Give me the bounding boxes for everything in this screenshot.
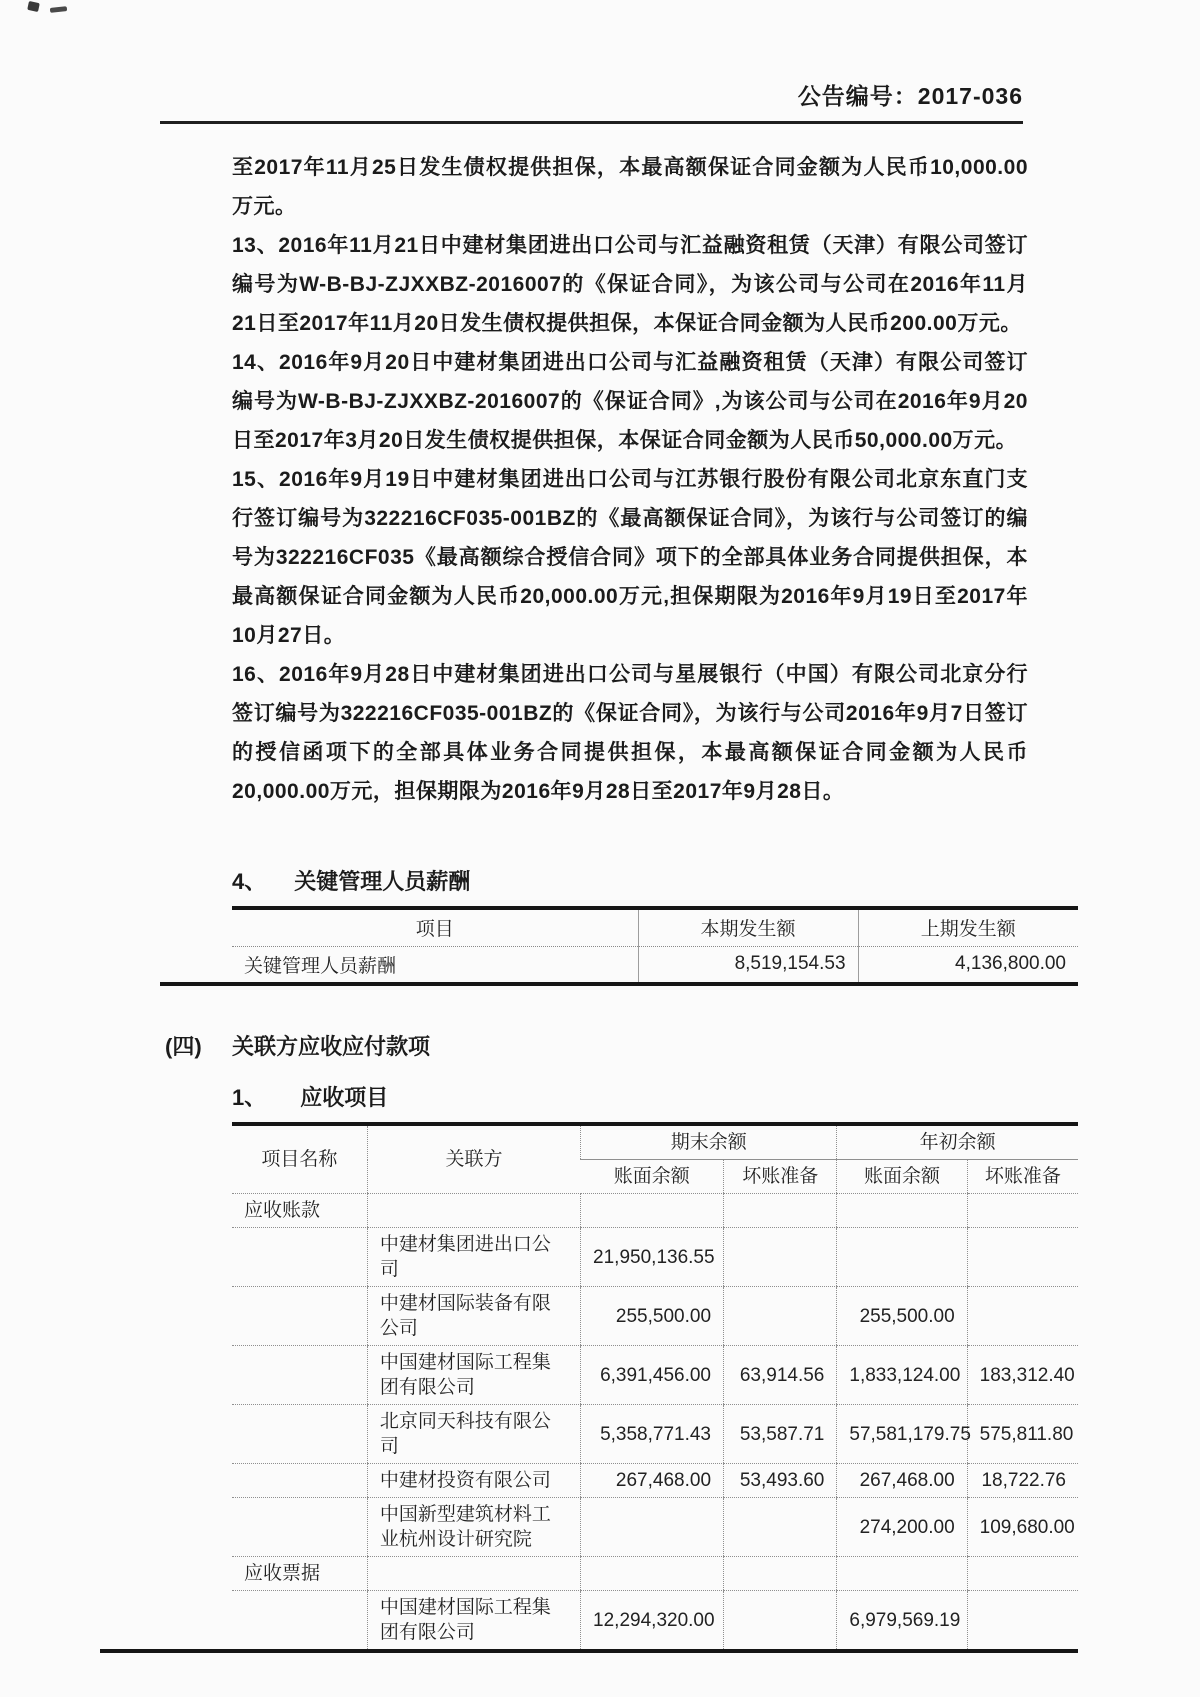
header-cell-beginning-balance: 年初余额 [837, 1124, 1078, 1160]
table-cell-amount [724, 1228, 837, 1287]
table-cell-amount: 18,722.76 [967, 1464, 1078, 1498]
header-cell-ending-balance: 期末余额 [581, 1124, 837, 1160]
table-cell-amount [967, 1228, 1078, 1287]
table-header-row [232, 908, 1078, 946]
table-cell-category [232, 1346, 367, 1405]
subsection-title: 应收项目 [300, 1085, 389, 1110]
header-cell-book-balance: 账面余额 [837, 1160, 967, 1194]
table-cell-amount [967, 1591, 1078, 1652]
table-cell-party: 中建材集团进出口公司 [367, 1228, 580, 1287]
section-title: 关键管理人员薪酬 [294, 869, 471, 894]
table-cell-amount: 255,500.00 [581, 1287, 724, 1346]
table-cell-amount: 575,811.80 [967, 1405, 1078, 1464]
table-cell-amount [967, 1287, 1078, 1346]
section-title: 关联方应收应付款项 [232, 1034, 431, 1059]
section-heading-compensation [232, 865, 1200, 896]
table-cell-party: 中建材国际装备有限公司 [367, 1287, 580, 1346]
table-row [232, 1557, 1078, 1591]
table-cell-category: 应收账款 [232, 1194, 367, 1228]
table-cell-amount: 109,680.00 [967, 1498, 1078, 1557]
table-cell-category [232, 1591, 367, 1652]
table-cell-amount [967, 1557, 1078, 1591]
table-cell-amount: 183,312.40 [967, 1346, 1078, 1405]
table-cell-amount: 6,391,456.00 [581, 1346, 724, 1405]
table-cell-party [367, 1194, 580, 1228]
table-cell-amount [724, 1557, 837, 1591]
table-cell-amount: 8,519,154.53 [638, 946, 858, 984]
table-row [232, 1228, 1078, 1287]
scan-artifact [27, 1, 40, 12]
table-cell-amount: 274,200.00 [837, 1498, 967, 1557]
table-cell-amount [837, 1228, 967, 1287]
paragraph: 14、2016年9月20日中建材集团进出口公司与汇益融资租赁（天津）有限公司签订编号为W-B-BJ-ZJXXBZ-2016007的《保证合同》,为该公司与公司在2016年9月20日至2017年3月20日发生债权提供担保，本保证合同金额为人民币50,000.00万元。 [232, 351, 1028, 452]
table-cell-amount [724, 1287, 837, 1346]
header-cell-book-balance: 账面余额 [581, 1160, 724, 1194]
table-cell-item: 关键管理人员薪酬 [244, 955, 397, 977]
table-row [232, 1405, 1078, 1464]
header-cell-bad-debt: 坏账准备 [967, 1160, 1078, 1194]
compensation-table [232, 906, 1078, 986]
paragraph: 16、2016年9月28日中建材集团进出口公司与星展银行（中国）有限公司北京分行签订编号为322216CF035-001BZ的《保证合同》，为该行与公司2016年9月7日签订的授信函项下的全部具体业务合同提供担保，本最高额保证合同金额为人民币20,000.00万元，担保期限为2016年9月28日至2017年9月28日。 [232, 663, 1028, 803]
section-number: 4、 [232, 869, 267, 894]
table-cell-party: 中国建材国际工程集团有限公司 [367, 1346, 580, 1405]
table-row [232, 1498, 1078, 1557]
table-cell-amount [967, 1194, 1078, 1228]
subsection-number: 1、 [232, 1085, 267, 1110]
receivables-table [232, 1122, 1078, 1653]
table-cell-category [232, 1464, 367, 1498]
table-cell-party [367, 1557, 580, 1591]
table-row [232, 1287, 1078, 1346]
table-cell-amount [581, 1557, 724, 1591]
table-cell-amount: 6,979,569.19 [837, 1591, 967, 1652]
section-number: (四) [165, 1034, 202, 1059]
table-cell-category [232, 1405, 367, 1464]
header-cell-related-party: 关联方 [367, 1124, 580, 1194]
table-cell-category [232, 1228, 367, 1287]
table-cell-amount: 1,833,124.00 [837, 1346, 967, 1405]
announcement-number: 公告编号：2017-036 [797, 83, 1023, 109]
table-cell-amount: 53,587.71 [724, 1405, 837, 1464]
table-cell-amount: 57,581,179.75 [837, 1405, 967, 1464]
table-row [232, 946, 1078, 984]
table-cell-amount [724, 1498, 837, 1557]
table-cell-amount: 267,468.00 [837, 1464, 967, 1498]
table-cell-amount [724, 1194, 837, 1228]
table-row [232, 1346, 1078, 1405]
compensation-table-wrap [232, 906, 1078, 986]
header-cell-current-period: 本期发生额 [638, 908, 858, 946]
table-cell-amount [581, 1194, 724, 1228]
table-header-row [232, 1124, 1078, 1160]
table-cell-party: 中建材投资有限公司 [367, 1464, 580, 1498]
table-cell-category [232, 1287, 367, 1346]
header-cell-bad-debt: 坏账准备 [724, 1160, 837, 1194]
table-cell-amount: 5,358,771.43 [581, 1405, 724, 1464]
table-cell-party: 中国建材国际工程集团有限公司 [367, 1591, 580, 1652]
table-cell-category [232, 1498, 367, 1557]
table-cell-amount [837, 1557, 967, 1591]
section-heading-related-party [165, 1030, 1200, 1061]
table-cell-amount [837, 1194, 967, 1228]
table-cell-amount: 4,136,800.00 [858, 946, 1078, 984]
table-cell-amount: 267,468.00 [581, 1464, 724, 1498]
paragraph: 至2017年11月25日发生债权提供担保，本最高额保证合同金额为人民币10,000.00万元。 [232, 156, 1028, 218]
table-cell-amount: 63,914.56 [724, 1346, 837, 1405]
body-paragraphs [232, 148, 1028, 811]
table-cell-category: 应收票据 [232, 1557, 367, 1591]
table-cell-party: 北京同天科技有限公司 [367, 1405, 580, 1464]
table-row [232, 1464, 1078, 1498]
table-cell-amount: 21,950,136.55 [581, 1228, 724, 1287]
table-row [232, 1194, 1078, 1228]
paragraph: 15、2016年9月19日中建材集团进出口公司与江苏银行股份有限公司北京东直门支行签订编号为322216CF035-001BZ的《最高额保证合同》，为该行与公司签订的编号为322216CF035《最高额综合授信合同》项下的全部具体业务合同提供担保，本最高额保证合同金额为人民币20,000.00万元,担保期限为2016年9月19日至2017年10月27日。 [232, 468, 1028, 647]
header-cell-item: 项目 [232, 908, 638, 946]
table-cell-party: 中国新型建筑材料工业杭州设计研究院 [367, 1498, 580, 1557]
table-cell-amount [581, 1498, 724, 1557]
table-cell-amount: 53,493.60 [724, 1464, 837, 1498]
subsection-heading-receivables [232, 1081, 1200, 1112]
table-cell-amount [724, 1591, 837, 1652]
scan-artifact [50, 6, 67, 13]
header-cell-item-name: 项目名称 [232, 1124, 367, 1194]
header-rule [160, 121, 1023, 124]
table-cell-amount: 255,500.00 [837, 1287, 967, 1346]
table-row [232, 1591, 1078, 1652]
header-cell-prior-period: 上期发生额 [858, 908, 1078, 946]
receivables-table-wrap [232, 1122, 1078, 1653]
paragraph: 13、2016年11月21日中建材集团进出口公司与汇益融资租赁（天津）有限公司签订编号为W-B-BJ-ZJXXBZ-2016007的《保证合同》，为该公司与公司在2016年11月21日至2017年11月20日发生债权提供担保，本保证合同金额为人民币200.00万元。 [232, 234, 1028, 335]
table-cell-amount: 12,294,320.00 [581, 1591, 724, 1652]
